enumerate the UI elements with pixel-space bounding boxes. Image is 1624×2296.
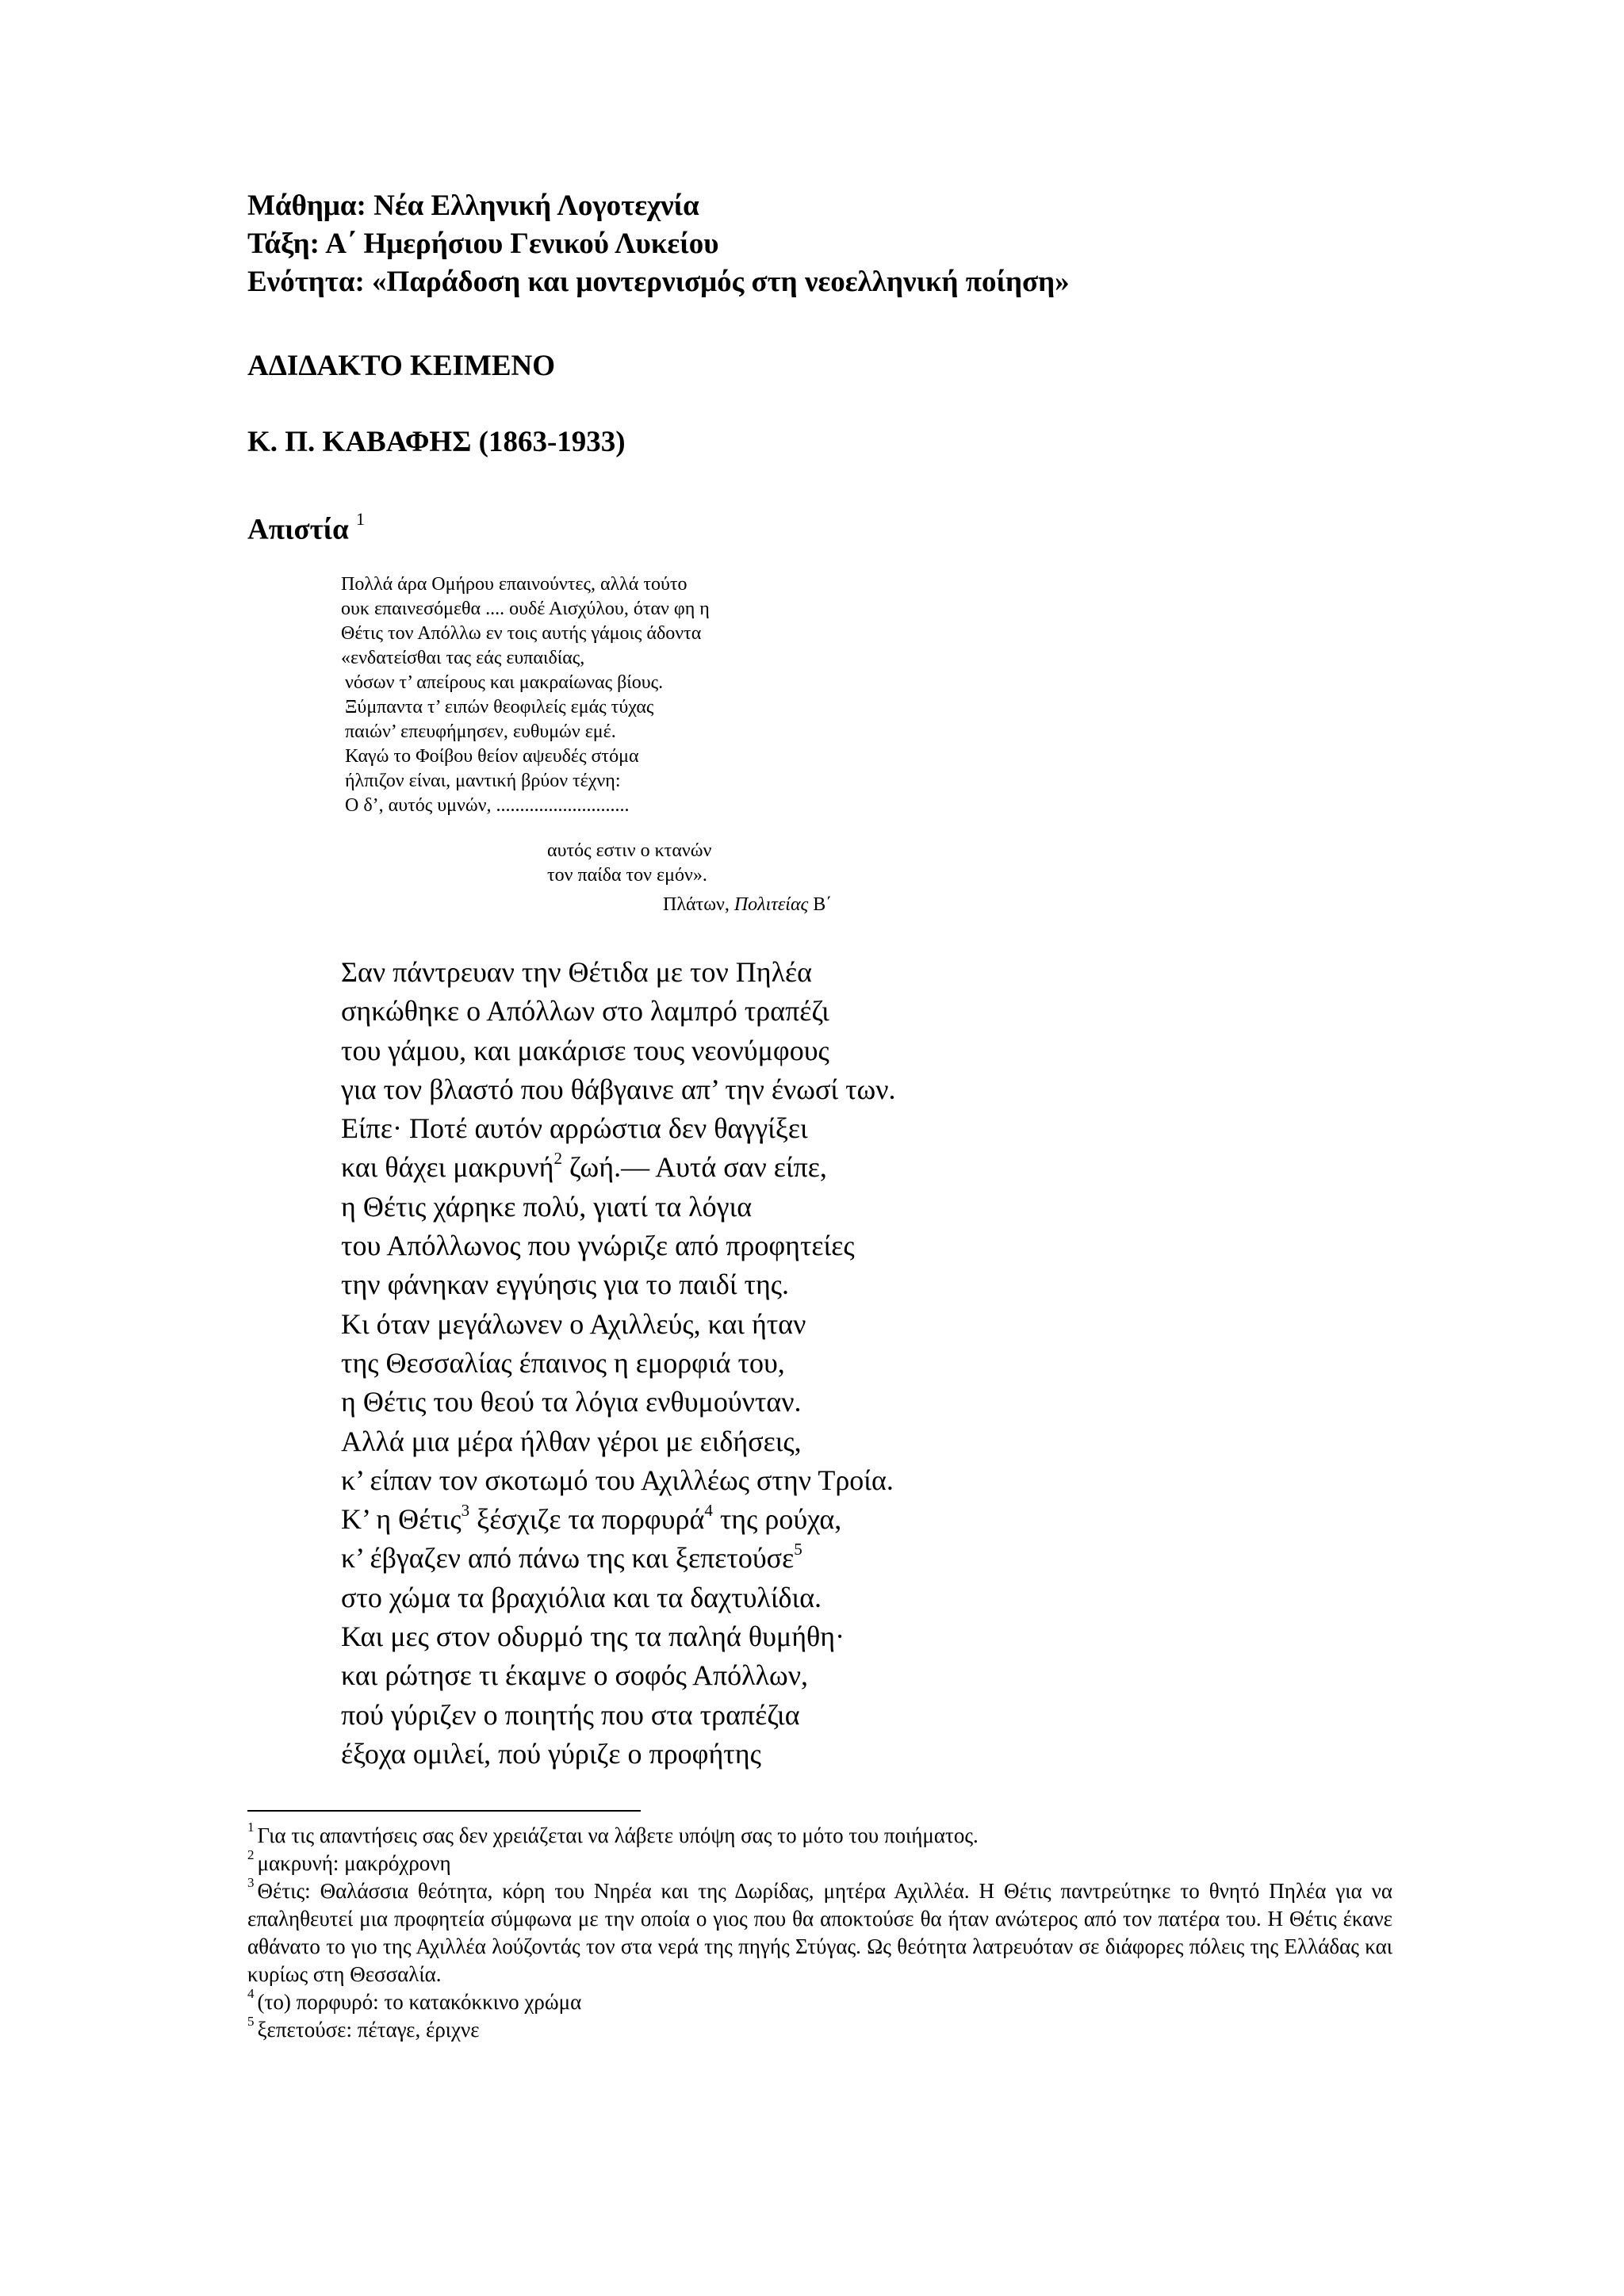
poem-line: του γάμου, και μακάρισε τους νεονύμφους bbox=[341, 1034, 829, 1066]
motto-line: παιών’ επευφήμησεν, ευθυμών εμέ. bbox=[345, 721, 616, 742]
poem-line bbox=[341, 1539, 896, 1578]
footnotes bbox=[247, 1822, 1392, 2044]
motto-line: ουκ επαινεσόμεθα .... ουδέ Αισχύλου, όταν φη η bbox=[341, 599, 710, 619]
unit-line: Ενότητα: «Παράδοση και μοντερνισμός στη νεοελληνική ποίηση» bbox=[247, 266, 1070, 298]
footnote-ref-5: 5 bbox=[794, 1540, 802, 1559]
motto-line: «ενδατείσθαι τας εάς ευπαιδίας, bbox=[341, 648, 585, 668]
footnote bbox=[247, 1988, 1392, 2016]
poem-line bbox=[341, 1148, 896, 1187]
poem-line: για τον βλαστό που θάβγαινε απ’ την ένωσί των. bbox=[341, 1073, 896, 1105]
poem-line: Κι όταν μεγάλωνεν ο Αχιλλεύς, και ήταν bbox=[341, 1307, 806, 1340]
poem-line: κ’ είπαν τον σκοτωμό του Αχιλλέως στην Τροία. bbox=[341, 1464, 894, 1496]
footnote bbox=[247, 1847, 1392, 1877]
motto-tail-line: αυτός εστιν ο κτανών bbox=[547, 840, 712, 861]
poem-body bbox=[341, 953, 896, 1774]
poem-text: και θάχει μακρυνή bbox=[341, 1151, 554, 1184]
poem-title bbox=[247, 509, 366, 546]
footnote-text: μακρυνή: μακρόχρονη bbox=[257, 1851, 451, 1875]
footnote-ref-3: 3 bbox=[461, 1501, 470, 1521]
poem-text: Κ’ η Θέτις bbox=[341, 1503, 462, 1536]
poem-line: πού γύριζεν ο ποιητής που στα τραπέζια bbox=[341, 1698, 800, 1731]
poem-line: της Θεσσαλίας έπαινος η εμορφιά του, bbox=[341, 1346, 785, 1379]
poem-title-text: Απιστία bbox=[247, 513, 349, 546]
grade-line: Τάξη: Α΄ Ημερήσιου Γενικού Λυκείου bbox=[247, 228, 719, 260]
motto-source-author: Πλάτων, bbox=[663, 894, 734, 915]
poem-line: Είπε· Ποτέ αυτόν αρρώστια δεν θαγγίξει bbox=[341, 1112, 808, 1145]
footnote-text: Για τις απαντήσεις σας δεν χρειάζεται να λάβετε υπόψη σας το μότο του ποιήματος. bbox=[257, 1823, 979, 1847]
poem-line: του Απόλλωνος που γνώριζε από προφητείες bbox=[341, 1230, 855, 1262]
footnote-ref-2: 2 bbox=[553, 1149, 562, 1169]
motto-line: Καγώ το Φοίβου θείον αψευδές στόμα bbox=[345, 746, 639, 767]
motto-source-book: Β΄ bbox=[808, 894, 833, 915]
motto-source bbox=[663, 894, 832, 916]
course-line: Μάθημα: Νέα Ελληνική Λογοτεχνία bbox=[247, 189, 699, 222]
poem-line: Και μες στον οδυρμό της τα παληά θυμήθη· bbox=[341, 1621, 845, 1653]
motto-line: Πολλά άρα Ομήρου επαινούντες, αλλά τούτο bbox=[341, 574, 688, 595]
motto-source-work: Πολιτείας bbox=[733, 894, 809, 915]
poem-line bbox=[341, 1500, 896, 1539]
footnote-ref-4: 4 bbox=[704, 1501, 713, 1521]
poem-line: Σαν πάντρευαν την Θέτιδα με τον Πηλέα bbox=[341, 956, 812, 988]
poem-text: της ρούχα, bbox=[712, 1503, 842, 1536]
motto-quote bbox=[341, 572, 710, 818]
footnote-number: 5 bbox=[247, 2014, 255, 2029]
motto-line: Ο δ’, αυτός υμνών, ............................ bbox=[345, 795, 630, 816]
footnote-text: (το) πορφυρό: το κατακόκκινο χρώμα bbox=[257, 1990, 582, 2014]
author-heading: Κ. Π. ΚΑΒΑΦΗΣ (1863-1933) bbox=[247, 426, 626, 458]
poem-line: στο χώμα τα βραχιόλια και τα δαχτυλίδια. bbox=[341, 1581, 822, 1613]
footnote bbox=[247, 2016, 1392, 2044]
motto-tail bbox=[547, 839, 711, 888]
footnote-number: 1 bbox=[247, 1820, 255, 1835]
footnote-number: 2 bbox=[247, 1847, 255, 1862]
poem-text: κ’ έβγαζεν από πάνω της και ξεπετούσε bbox=[341, 1542, 795, 1575]
poem-line: η Θέτις του θεού τα λόγια ενθυμούνταν. bbox=[341, 1386, 802, 1418]
footnote-text: ξεπετούσε: πέταγε, έριχνε bbox=[257, 2018, 480, 2042]
motto-tail-line: τον παίδα τον εμόν». bbox=[547, 865, 707, 886]
poem-line: έξοχα ομιλεί, πού γύριζε ο προφήτης bbox=[341, 1737, 761, 1770]
footnote-ref-1: 1 bbox=[356, 509, 366, 529]
poem-line: σηκώθηκε ο Απόλλων στο λαμπρό τραπέζι bbox=[341, 995, 829, 1027]
motto-line: ήλπιζον είναι, μαντική βρύον τέχνη: bbox=[345, 771, 621, 791]
footnote bbox=[247, 1822, 1392, 1850]
footnote bbox=[247, 1877, 1392, 1988]
poem-line: και ρώτησε τι έκαμνε ο σοφός Απόλλων, bbox=[341, 1659, 809, 1692]
footnote-number: 3 bbox=[247, 1875, 255, 1890]
poem-line: την φάνηκαν εγγύησις για το παιδί της. bbox=[341, 1269, 790, 1301]
motto-line: Θέτις τον Απόλλω εν τοις αυτής γάμοις άδοντα bbox=[341, 623, 702, 644]
poem-line: η Θέτις χάρηκε πολύ, γιατί τα λόγια bbox=[341, 1190, 753, 1223]
unseen-text-heading: ΑΔΙΔΑΚΤΟ ΚΕΙΜΕΝΟ bbox=[247, 350, 556, 382]
poem-line: Αλλά μια μέρα ήλθαν γέροι με ειδήσεις, bbox=[341, 1425, 802, 1457]
footnote-number: 4 bbox=[247, 1986, 255, 2001]
footnote-text: Θέτις: Θαλάσσια θεότητα, κόρη του Νηρέα και της Δωρίδας, μητέρα Αχιλλέα. Η Θέτις παντρεύτηκε το θνητό Πηλέα για να επαληθευτεί μια προφητεία σύμφωνα με την οποία ο γιος που θα αποκτούσε θα ήταν ανώτερος από τον πατέρα του. Η Θέτις έκανε αθάνατο το γιο της Αχιλλέα λούζοντάς τον στα νερά της πηγής Στύγας. Ως θεότητα λατρευόταν σε διάφορες πόλεις της Ελλάδας και κυρίως στη Θεσσαλία. bbox=[247, 1879, 1392, 1986]
motto-line: νόσων τ’ απείρους και μακραίωνας βίους. bbox=[345, 672, 664, 693]
poem-text: ξέσχιζε τα πορφυρά bbox=[469, 1503, 705, 1536]
motto-line: Ξύμπαντα τ’ ειπών θεοφιλείς εμάς τύχας bbox=[345, 697, 654, 718]
footnote-separator bbox=[247, 1810, 641, 1812]
poem-text: ζωή.— Αυτά σαν είπε, bbox=[561, 1151, 827, 1184]
